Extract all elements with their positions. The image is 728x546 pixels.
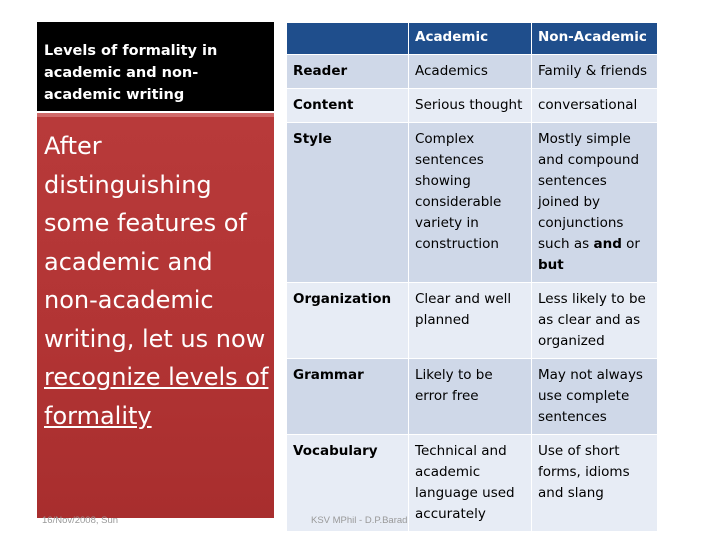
intro-text: [44, 127, 272, 435]
style-text-mid: or: [621, 236, 640, 252]
intro-panel: [37, 113, 274, 518]
slide-title: Levels of formality in academic and non-academic writing: [44, 43, 218, 103]
cell-content-non-academic: conversational: [532, 89, 658, 123]
cell-grammar-academic: Likely to be error free: [409, 359, 532, 435]
table-row-grammar: [287, 359, 658, 435]
cell-organization-academic: Clear and well planned: [409, 283, 532, 359]
cell-vocabulary-non-academic: Use of short forms, idioms and slang: [532, 435, 658, 532]
cell-organization-non-academic: Less likely to be as clear and as organized: [532, 283, 658, 359]
cell-content-academic: Serious thought: [409, 89, 532, 123]
cell-grammar-non-academic: May not always use complete sentences: [532, 359, 658, 435]
row-label-style: Style: [287, 123, 409, 283]
row-label-grammar: Grammar: [287, 359, 409, 435]
style-bold-and: and: [593, 236, 622, 252]
comparison-table: [286, 22, 658, 532]
row-label-content: Content: [287, 89, 409, 123]
row-label-vocabulary: Vocabulary: [287, 435, 409, 532]
footer-date: 16/Nov/2008, Sun: [42, 515, 119, 526]
style-text-before: Mostly simple and compound sentences joined by conjunctions such as: [538, 131, 640, 252]
table-row-reader: [287, 55, 658, 89]
style-bold-but: but: [538, 257, 564, 273]
table-row-organization: [287, 283, 658, 359]
cell-reader-academic: Academics: [409, 55, 532, 89]
row-label-organization: Organization: [287, 283, 409, 359]
footer-author: KSV MPhil - D.P.Barad: [311, 515, 408, 526]
cell-vocabulary-academic: Technical and academic language used accurately: [409, 435, 532, 532]
cell-style-non-academic: [532, 123, 658, 283]
header-academic: Academic: [409, 23, 532, 55]
recognize-formality-link[interactable]: recognize levels of formality: [44, 363, 269, 430]
slide-title-box: [37, 22, 274, 111]
cell-style-academic: Complex sentences showing considerable variety in construction: [409, 123, 532, 283]
header-non-academic: Non-Academic: [532, 23, 658, 55]
row-label-reader: Reader: [287, 55, 409, 89]
header-blank: [287, 23, 409, 55]
intro-text-before-link: After distinguishing some features of academic and non-academic writing, let us now: [44, 132, 266, 353]
cell-reader-non-academic: Family & friends: [532, 55, 658, 89]
table-header-row: [287, 23, 658, 55]
table-row-style: [287, 123, 658, 283]
table-row-content: [287, 89, 658, 123]
